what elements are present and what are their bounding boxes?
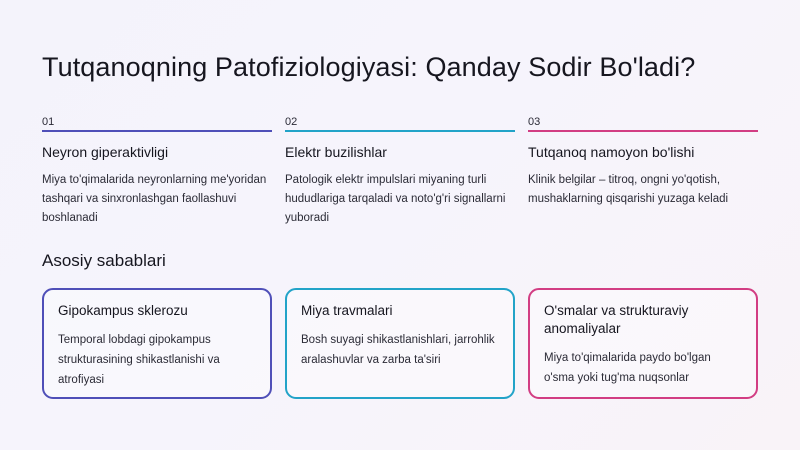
card-description: Temporal lobdagi gipokampus strukturasining shikastlanishi va atrofiyasi <box>58 334 220 386</box>
step-title: Tutqanoq namoyon bo'lishi <box>528 144 695 160</box>
card-title: Miya travmalari <box>301 303 393 318</box>
step-number: 01 <box>42 116 55 128</box>
card-description: Miya to'qimalarida paydo bo'lgan o'sma yoki tug'ma nuqsonlar <box>544 352 711 384</box>
step-divider <box>42 130 272 132</box>
step-description: Klinik belgilar – titroq, ongni yo'qotish, mushaklarning qisqarishi yuzaga keladi <box>528 174 729 205</box>
step-1 <box>42 116 272 228</box>
page-title: Tutqanoqning Patofiziologiyasi: Qanday Sodir Bo'ladi? <box>42 52 696 82</box>
cause-card-2 <box>285 288 515 399</box>
step-title: Neyron giperaktivligi <box>42 144 169 160</box>
cause-card-1 <box>42 288 272 399</box>
step-divider <box>528 130 758 132</box>
step-divider <box>285 130 515 132</box>
step-title: Elektr buzilishlar <box>285 144 387 160</box>
step-number: 02 <box>285 116 298 128</box>
step-description: Miya to'qimalarida neyronlarning me'yoridan tashqari va sinxronlashgan faollashuvi boshlanadi <box>42 174 267 224</box>
step-2 <box>285 116 515 228</box>
section-heading: Asosiy sabablari <box>42 251 166 270</box>
card-description: Bosh suyagi shikastlanishlari, jarrohlik aralashuvlar va zarba ta'siri <box>301 334 495 366</box>
step-description: Patologik elektr impulslari miyaning turli hududlariga tarqaladi va noto'g'ri signallarni yuboradi <box>285 174 506 224</box>
step-number: 03 <box>528 116 541 128</box>
card-title: O'smalar va strukturaviy anomaliyalar <box>544 303 689 336</box>
step-3 <box>528 116 758 209</box>
cause-card-3 <box>528 288 758 399</box>
card-title: Gipokampus sklerozu <box>58 303 188 318</box>
